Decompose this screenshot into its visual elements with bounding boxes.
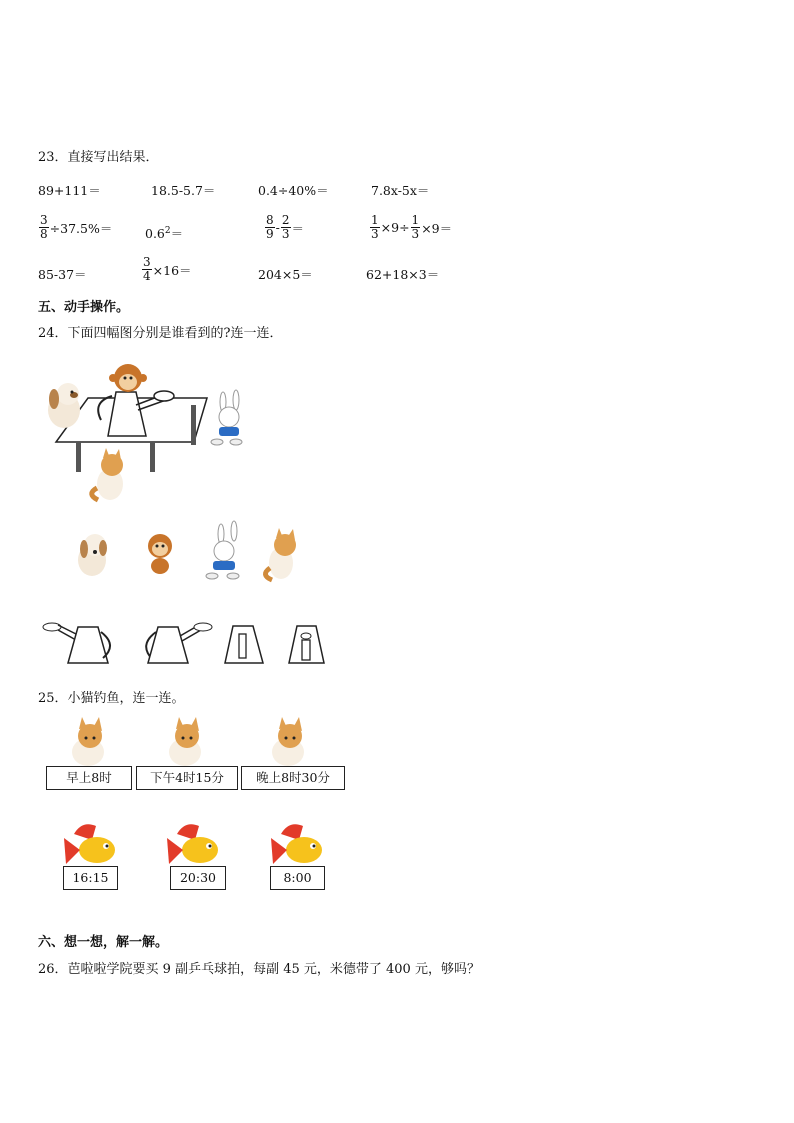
fish-icon bbox=[64, 824, 115, 864]
numerator: 8 bbox=[266, 213, 274, 227]
calc-item: 62+18×3＝ bbox=[366, 267, 440, 282]
calc-text: ＝ bbox=[291, 220, 305, 236]
section-heading: 六、想一想，解一解。 bbox=[38, 935, 169, 950]
dog-icon bbox=[78, 534, 107, 576]
numerator: 3 bbox=[143, 255, 151, 269]
view-kettle-left-spout bbox=[43, 623, 110, 663]
cat-icon bbox=[72, 717, 104, 766]
fish-icon bbox=[271, 824, 322, 864]
denominator: 3 bbox=[371, 227, 379, 242]
fish-time-label[interactable]: 16:15 bbox=[63, 866, 118, 890]
calc-text: 0.6 bbox=[145, 226, 165, 241]
rabbit-icon bbox=[211, 390, 242, 445]
calc-text: ÷37.5%＝ bbox=[49, 220, 113, 236]
calc-text: ＝ bbox=[170, 226, 184, 241]
cat-time-label[interactable]: 下午4时15分 bbox=[136, 766, 238, 790]
denominator: 8 bbox=[40, 227, 48, 242]
cat-icon bbox=[265, 528, 296, 580]
denominator: 3 bbox=[411, 227, 420, 242]
calc-item: 0.4÷40%＝ bbox=[258, 183, 329, 198]
question-26-title: 26．芭啦啦学院要买 9 副乒乓球拍，每副 45 元，米德带了 400 元，够吗？ bbox=[38, 962, 480, 977]
numerator: 2 bbox=[281, 213, 290, 227]
calc-text: - bbox=[275, 220, 280, 236]
denominator: 3 bbox=[281, 227, 290, 242]
view-kettle-back bbox=[289, 626, 324, 663]
calc-text: ×9÷ bbox=[380, 220, 410, 236]
exponent: 2 bbox=[164, 225, 171, 236]
denominator: 9 bbox=[266, 227, 274, 242]
numerator: 1 bbox=[411, 213, 420, 227]
question-23-title: 23．直接写出结果． bbox=[38, 150, 159, 165]
calc-text: ×16＝ bbox=[152, 262, 192, 278]
calc-item: 7.8x-5x＝ bbox=[371, 183, 430, 198]
view-kettle-right-spout bbox=[146, 623, 212, 663]
monkey-icon bbox=[109, 364, 147, 392]
dog-icon bbox=[48, 383, 80, 428]
calc-item: 204×5＝ bbox=[258, 267, 313, 282]
section-heading: 五、动手操作。 bbox=[38, 300, 130, 315]
calc-item: 85-37＝ bbox=[38, 267, 87, 282]
numerator: 1 bbox=[371, 213, 379, 227]
question-24-title: 24．下面四幅图分别是谁看到的?连一连． bbox=[38, 326, 283, 341]
calc-item: 18.5-5.7＝ bbox=[151, 183, 216, 198]
denominator: 4 bbox=[143, 269, 151, 284]
question-25-title: 25．小猫钓鱼，连一连。 bbox=[38, 691, 185, 706]
calc-text: ×9＝ bbox=[421, 220, 453, 236]
fish-time-label[interactable]: 8:00 bbox=[270, 866, 325, 890]
cat-icon bbox=[272, 717, 304, 766]
fish-time-label[interactable]: 20:30 bbox=[170, 866, 226, 890]
view-kettle-front bbox=[225, 626, 263, 663]
numerator: 3 bbox=[40, 213, 48, 227]
cat-icon bbox=[92, 448, 123, 500]
cat-time-label[interactable]: 晚上8时30分 bbox=[241, 766, 345, 790]
calc-item: 89+111＝ bbox=[38, 183, 101, 198]
monkey-icon bbox=[148, 534, 172, 574]
rabbit-icon bbox=[206, 521, 239, 579]
fish-icon bbox=[167, 824, 218, 864]
cat-time-label[interactable]: 早上8时 bbox=[46, 766, 132, 790]
cat-icon bbox=[169, 717, 201, 766]
